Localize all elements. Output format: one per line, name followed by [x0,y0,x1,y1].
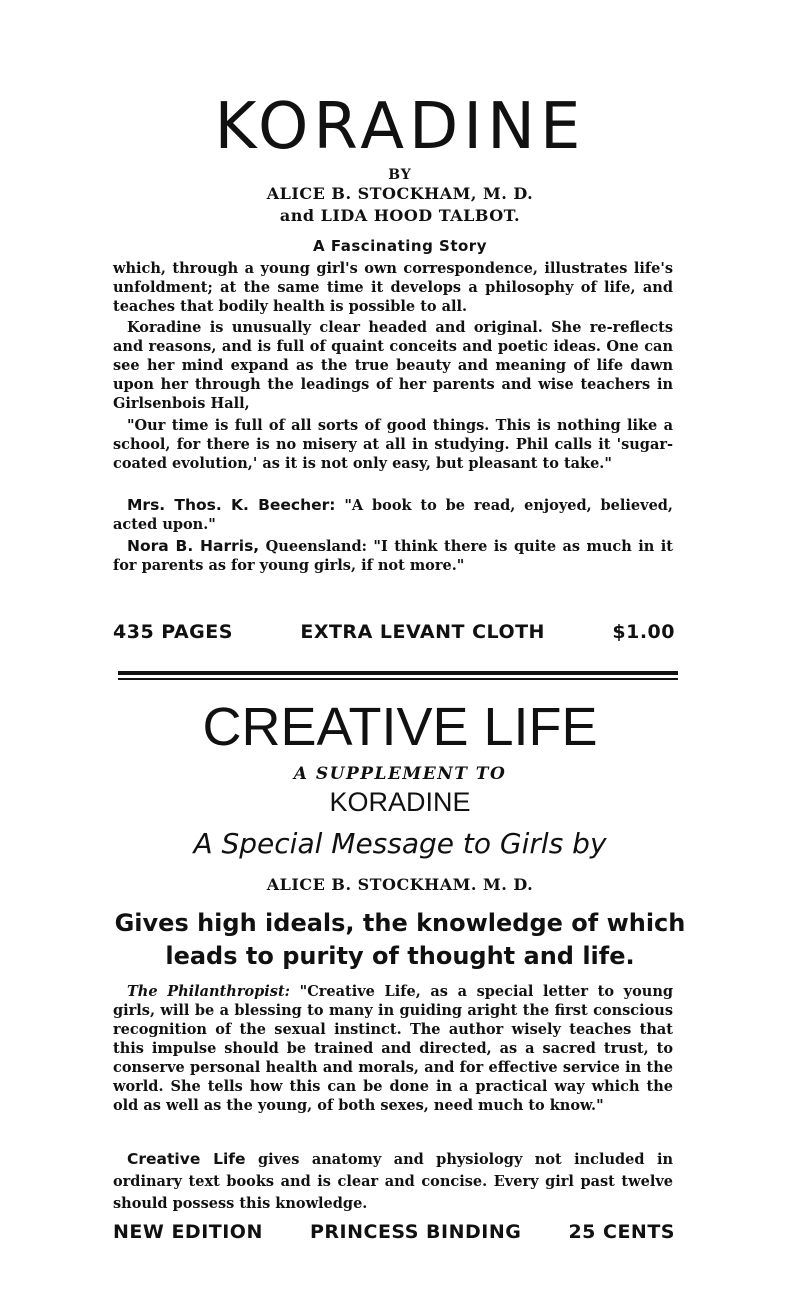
creative-life-summary [113,1148,673,1215]
author-2: and LIDA HOOD TALBOT. [279,206,521,225]
review-beecher [113,496,673,534]
summary-text: gives anatomy and physiology not included in ordinary text books and is clear and concise. Every girl past twelve should possess this knowledge. [113,1151,673,1212]
creative-life-price-line [113,1221,675,1243]
supplement-label: A SUPPLEMENT TO [293,764,507,784]
review-philanthropist-text: "Creative Life, as a special letter to young girls, will be a blessing to many in guiding aright the first conscious recognition of the sexual instinct. The author wisely teaches that this impulse should be trained and directed, as a sacred trust, to conserve personal health and morals, and for effective service in the world. She tells how this can be done in a practical way which the old as well as the young, of both sexes, need much to know." [113,983,673,1114]
supplement-koradine: KORADINE [329,787,471,817]
koradine-binding: EXTRA LEVANT CLOTH [300,621,545,643]
review-harris [113,537,673,575]
by-label: BY [388,167,412,183]
divider-thin [118,678,678,680]
creative-life-author: ALICE B. STOCKHAM. M. D. [266,875,534,894]
creative-life-edition: NEW EDITION [113,1221,263,1243]
divider-thick [118,671,678,675]
author-1: ALICE B. STOCKHAM, M. D. [266,184,534,203]
special-message: A Special Message to Girls by [193,827,607,860]
koradine-quote: "Our time is full of all sorts of good things. This is nothing like a school, for there is no misery at all in studying. Phil calls it 'sugar-coated evolution,' as it is not only easy, but pleasant to take." [113,417,673,472]
koradine-subtitle: A Fascinating Story [313,237,487,255]
koradine-pages: 435 PAGES [113,621,233,643]
koradine-price-line [113,621,675,643]
koradine-title: KORADINE [214,90,586,164]
koradine-paragraph-2: Koradine is unusually clear headed and original. She re-reflects and reasons, and is full of quaint conceits and poetic ideas. One can see her mind expand as the true beauty and meaning of life dawn upon her through the leadings of her parents and wise teachers in Girlsenbois Hall, [113,319,673,412]
koradine-price: $1.00 [612,621,675,643]
review-philanthropist [113,982,673,1115]
koradine-authors [0,183,800,227]
review-harris-text: Queensland: "I think there is quite as much in it for parents as for young girls, if not more." [113,538,673,574]
creative-life-title: CREATIVE LIFE [202,697,598,757]
review-harris-name: Nora B. Harris, [127,537,260,555]
review-beecher-text: "A book to be read, enjoyed, believed, acted upon." [113,497,673,533]
creative-life-binding: PRINCESS BINDING [309,1221,522,1243]
creative-life-tagline: Gives high ideals, the knowledge of which leads to purity of thought and life. [114,909,686,970]
review-beecher-name: Mrs. Thos. K. Beecher: [127,496,336,514]
summary-lead: Creative Life [127,1150,246,1168]
koradine-description: which, through a young girl's own correspondence, illustrates life's unfoldment; at the same time it develops a philosophy of life, and teaches that bodily health is possible to all. [113,260,673,315]
creative-life-price: 25 CENTS [568,1221,675,1243]
review-philanthropist-source: The Philanthropist: [127,983,291,1000]
